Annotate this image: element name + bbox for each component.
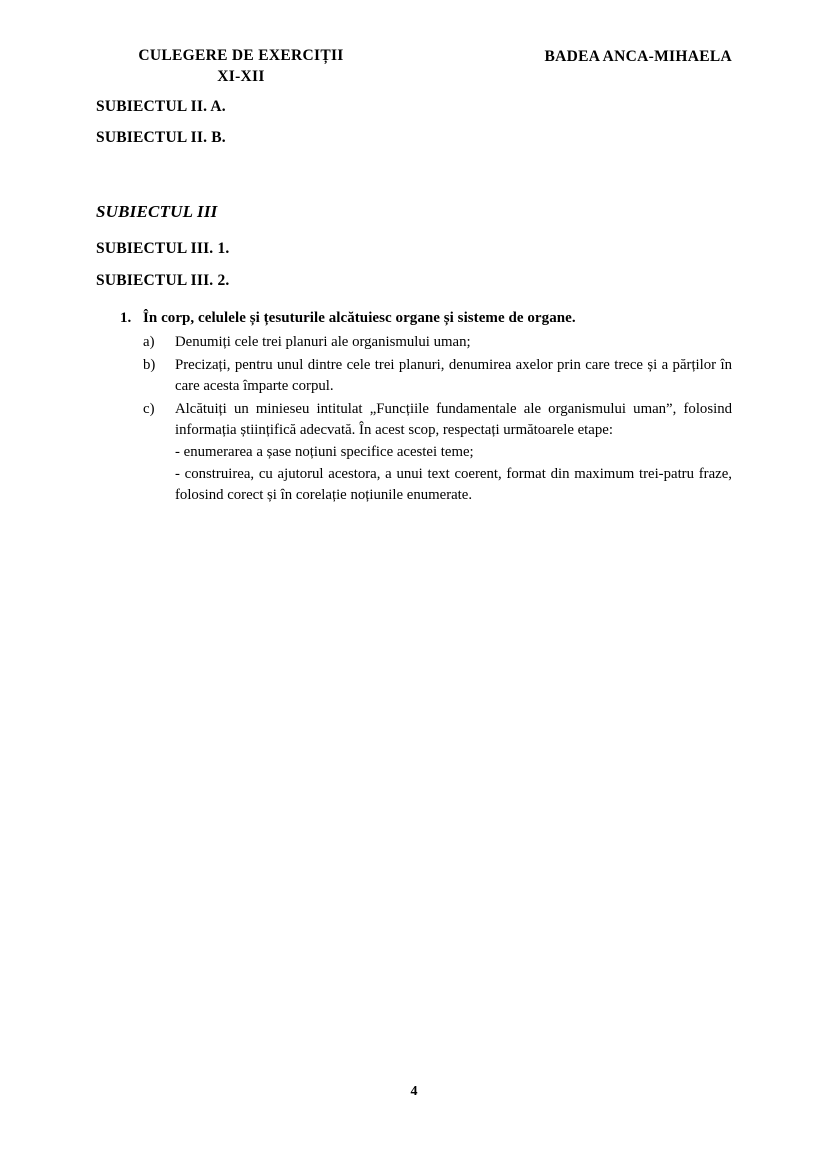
subquestion-extra-line: - construirea, cu ajutorul acestora, a unui text coerent, format din maximum trei-patru fraze, folosind corect și în corelație noțiunile enumerate. [175,465,732,504]
subquestion-text: Denumiți cele trei planuri ale organismului uman; [175,334,471,350]
subquestion-text: Precizați, pentru unul dintre cele trei planuri, denumirea axelor prin care trece și a părților în care acesta împarte corpul. [175,356,732,395]
section-title-subiectul-iii: SUBIECTUL III [96,202,218,221]
list-item [143,355,732,398]
header-title-line2: XI-XII [217,67,265,85]
list-item [96,310,732,507]
subject-2a-heading: SUBIECTUL II. A. [96,98,226,115]
subquestion-list [143,332,732,507]
subject-3-1-heading: SUBIECTUL III. 1. [96,240,230,257]
header-title [96,46,386,88]
question-marker: 1. [120,310,132,326]
subject-3-2-heading: SUBIECTUL III. 2. [96,272,230,289]
page-header [96,46,732,88]
subquestion-text: Alcătuiți un minieseu intitulat „Funcțiile fundamentale ale organismului uman”, folosind informația științifică adecvată. În acest scop, respectați următoarele etape: [175,400,732,439]
header-title-line1: CULEGERE DE EXERCIȚII [138,47,344,64]
subquestion-marker: b) [143,356,156,373]
question-text: În corp, celulele și țesuturile alcătuiesc organe și sisteme de organe. [143,310,576,326]
subquestion-extra-line: - enumerarea a șase noțiuni specifice acestei teme; [175,443,474,460]
page-number: 4 [410,1084,418,1099]
document-content [96,98,732,508]
question-list [96,310,732,507]
list-item [143,332,732,354]
subquestion-marker: a) [143,334,155,350]
list-item [143,399,732,507]
header-author: BADEA ANCA-MIHAELA [544,48,732,65]
subject-2b-heading: SUBIECTUL II. B. [96,129,226,146]
subquestion-marker: c) [143,400,155,417]
